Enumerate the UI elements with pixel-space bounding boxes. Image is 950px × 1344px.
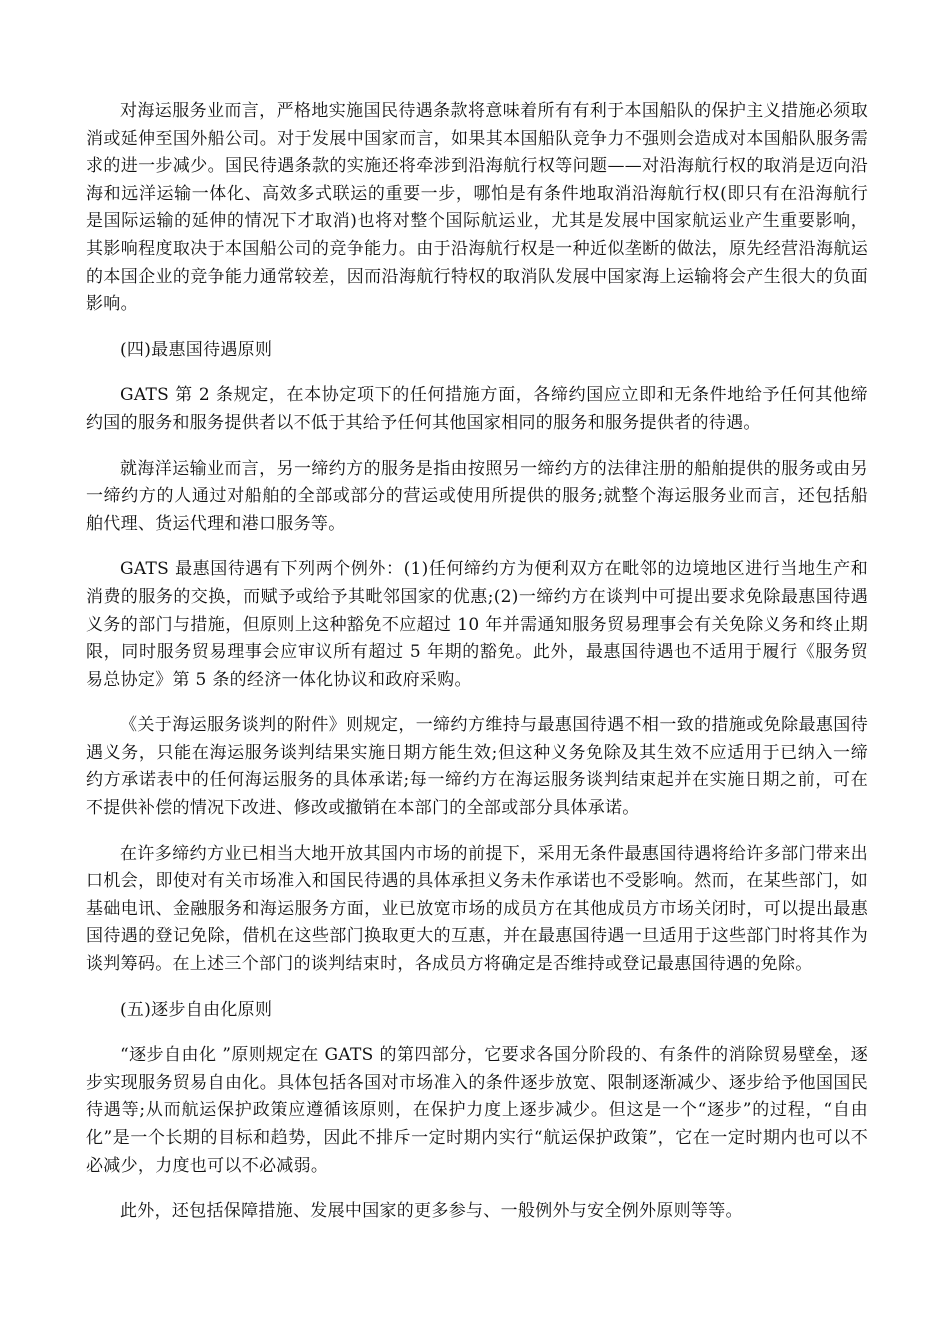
- paragraph-maritime-services-definition: 就海洋运输业而言，另一缔约方的服务是指由按照另一缔约方的法律注册的船舶提供的服务或由另一缔约方的人通过对船舶的全部或部分的营运或使用所提供的服务;就整个海运服务业而言，还包括船舶代理、货运代理和港口服务等。: [86, 458, 868, 534]
- paragraph-progressive-liberalization: “逐步自由化 ”原则规定在 GATS 的第四部分，它要求各国分阶段的、有条件的消除贸易壁垒，逐步实现服务贸易自由化。具体包括各国对市场准入的条件逐步放宽、限制逐渐减少、逐步给予他国国民待遇等;从而航运保护政策应遵循该原则，在保护力度上逐步减少。但这是一个“逐步”的过程，“自由化”是一个长期的目标和趋势，因此不排斥一定时期内实行“航运保护政策”，它在一定时期内也可以不必减少，力度也可以不必减弱。: [86, 1045, 868, 1176]
- paragraph-maritime-annex: 《关于海运服务谈判的附件》则规定，一缔约方维持与最惠国待遇不相一致的措施或免除最惠国待遇义务，只能在海运服务谈判结果实施日期方能生效;但这种义务免除及其生效不应适用于已纳入一缔约方承诺表中的任何海运服务的具体承诺;每一缔约方在海运服务谈判结束起并在实施日期之前，可在不提供补偿的情况下改进、修改或撤销在本部门的全部或部分具体承诺。: [86, 715, 868, 819]
- paragraph-national-treatment-shipping: 对海运服务业而言，严格地实施国民待遇条款将意味着所有有利于本国船队的保护主义措施必须取消或延伸至国外船公司。对于发展中国家而言，如果其本国船队竞争力不强则会造成对本国船队服务需求的进一步减少。国民待遇条款的实施还将牵涉到沿海航行权等问题——对沿海航行权的取消是迈向沿海和远洋运输一体化、高效多式联运的重要一步，哪怕是有条件地取消沿海航行权(即只有在沿海航行是国际运输的延伸的情况下才取消)也将对整个国际航运业，尤其是发展中国家航运业产生重要影响，其影响程度取决于本国船公司的竞争能力。由于沿海航行权是一种近似垄断的做法，原先经营沿海航运的本国企业的竞争能力通常较差，因而沿海航行特权的取消队发展中国家海上运输将会产生很大的负面影响。: [86, 101, 868, 315]
- section-heading-mfn: (四)最惠国待遇原则: [120, 339, 273, 360]
- paragraph-mfn-exceptions: GATS 最惠国待遇有下列两个例外：(1)任何缔约方为便利双方在毗邻的边境地区进行当地生产和消费的服务的交换，而赋予或给予其毗邻国家的优惠;(2)一缔约方在谈判中可提出要求免除最惠国待遇义务的部门与措施，但原则上这种豁免不应超过 10 年并需通知服务贸易理事会有关免除义务和终止期限，同时服务贸易理事会应审议所有超过 5 年期的豁免。此外，最惠国待遇也不适用于履行《服务贸易总协定》第 5 条的经济一体化协议和政府采购。: [86, 559, 868, 690]
- paragraph-unconditional-mfn: 在许多缔约方业已相当大地开放其国内市场的前提下，采用无条件最惠国待遇将给许多部门带来出口机会，即使对有关市场准入和国民待遇的具体承担义务未作承诺也不受影响。然而，在某些部门，如基础电讯、金融服务和海运服务方面，业已放宽市场的成员方在其他成员方市场关闭时，可以提出最惠国待遇的登记免除，借机在这些部门换取更大的互惠，并在最惠国待遇一旦适用于这些部门时将其作为谈判筹码。在上述三个部门的谈判结束时，各成员方将确定是否维持或登记最惠国待遇的免除。: [86, 843, 868, 975]
- document-page: [86, 98, 868, 1244]
- paragraph-other-principles: 此外，还包括保障措施、发展中国家的更多参与、一般例外与安全例外原则等等。: [120, 1201, 743, 1222]
- section-heading-progressive-liberalization: (五)逐步自由化原则: [120, 999, 273, 1020]
- paragraph-gats-article-2: GATS 第 2 条规定，在本协定项下的任何措施方面，各缔约国应立即和无条件地给予任何其他缔约国的服务和服务提供者以不低于其给予任何其他国家相同的服务和服务提供者的待遇。: [86, 385, 868, 433]
